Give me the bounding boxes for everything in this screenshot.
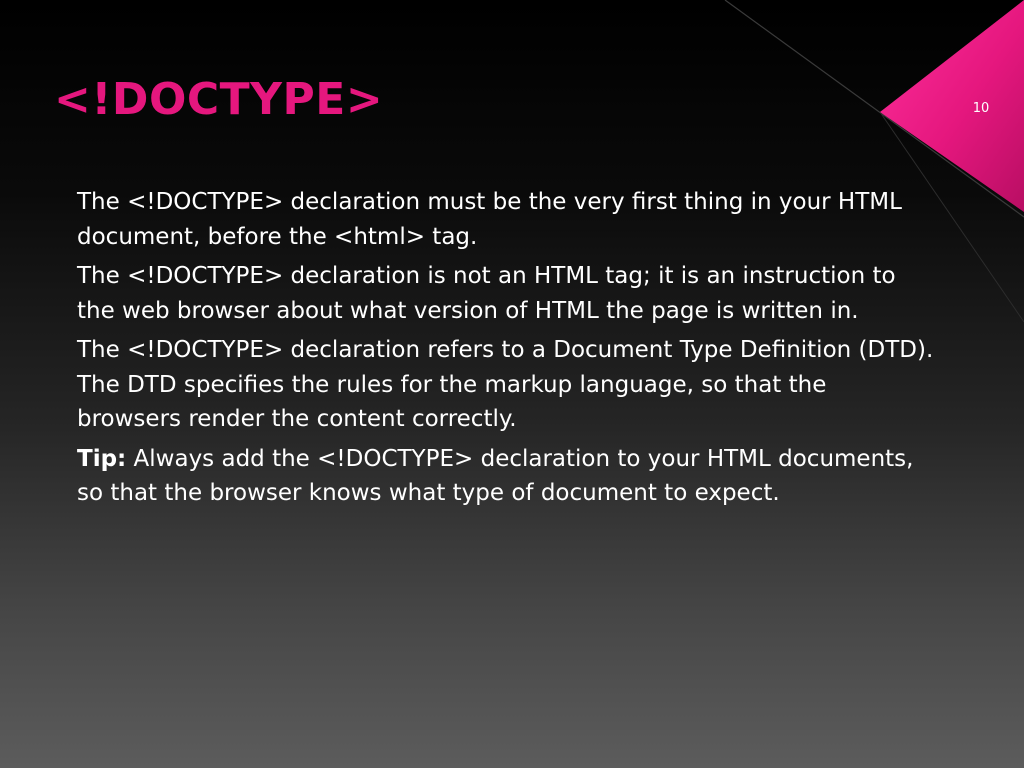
tip-paragraph [77, 442, 937, 511]
tip-text: Always add the <!DOCTYPE> declaration to your HTML documents, so that the browser knows what type of document to expect. [77, 445, 914, 506]
pink-corner-triangle [880, 0, 1024, 212]
slide-body [77, 185, 937, 516]
paragraph: The <!DOCTYPE> declaration is not an HTML tag; it is an instruction to the web browser about what version of HTML the page is written in. [77, 263, 896, 324]
tip-label: Tip: [77, 445, 127, 472]
slide-number: 10 [972, 101, 990, 116]
slide-title: <!DOCTYPE> [54, 74, 384, 125]
paragraph: The <!DOCTYPE> declaration refers to a Document Type Definition (DTD). The DTD specifies the rules for the markup language, so that the browsers render the content correctly. [77, 337, 934, 432]
paragraph: The <!DOCTYPE> declaration must be the very first thing in your HTML document, before the <html> tag. [77, 189, 902, 250]
